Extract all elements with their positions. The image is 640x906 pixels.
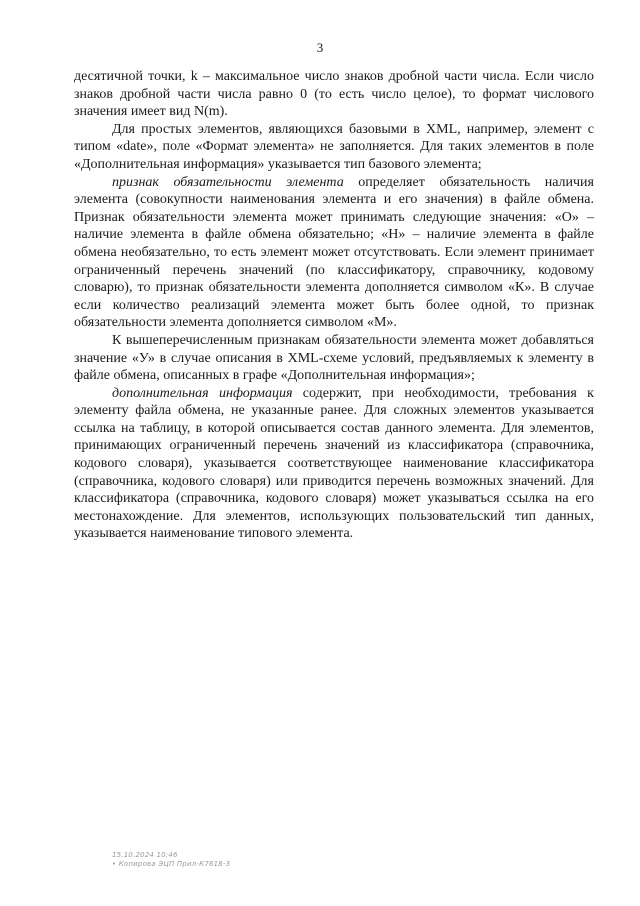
paragraph-mandatory-attribute <box>74 174 594 332</box>
paragraph-text: Для простых элементов, являющихся базовыми в XML, например, элемент с типом «date», поле «Формат элемента» не заполняется. Для таких элементов в поле «Дополнительная информация» указывается тип базового элемента; <box>74 121 594 172</box>
paragraph-decimal-format <box>74 68 594 121</box>
term-mandatory-attribute: признак обязательности элемента <box>112 174 344 190</box>
paragraph-simple-elements <box>74 121 594 174</box>
stamp-datetime: 15.10.2024 10:46 <box>112 851 178 859</box>
page-number: 3 <box>316 40 324 55</box>
paragraph-text: содержит, при необходимости, требования к элементу файла обмена, не указанные ранее. Для сложных элементов указывается ссылка на таблицу, в которой описывается состав данного элемента. Для элементов, принимающих ограниченный перечень значений из классификатора (справочника, кодового словаря), указывается соответствующее наименование классификатора (справочника, кодового словаря) или приводится перечень возможных значений. Для классификатора (справочника, кодового словаря) может указываться ссылка на его местонахождение. Для элементов, использующих пользовательский тип данных, указывается наименование типового элемента. <box>74 385 594 542</box>
paragraph-additional-info <box>74 385 594 543</box>
paragraph-conditional-value <box>74 332 594 385</box>
paragraph-text: десятичной точки, k – максимальное число знаков дробной части числа. Если число знаков дробной части числа равно 0 (то есть число целое), то формат числового значения имеет вид N(m). <box>74 69 594 120</box>
paragraph-text: определяет обязательность наличия элемента (совокупности наименования элемента и его значения) в файле обмена. Признак обязательности элемента может принимать следующие значения: «О» – наличие элемента в файле обмена обязательно; «Н» – наличие элемента в файле обмена необязательно, то есть элемент может отсутствовать. Если элемент принимает ограниченный перечень значений (по классификатору, справочнику, кодовому словарю), то признак обязательности элемента дополняется символом «К». В случае если количество реализаций элемента может быть более одной, то признак обязательности элемента дополняется символом «М». <box>74 174 594 331</box>
stamp-signer: • Копирова ЭЦП Прил-К7618-3 <box>112 860 231 868</box>
term-additional-info: дополнительная информация <box>112 385 293 401</box>
paragraph-text: К вышеперечисленным признакам обязательности элемента может добавляться значение «У» в случае описания в XML-схеме условий, предъявляемых к элементу в файле обмена, описанных в графе «Дополнительная информация»; <box>74 332 594 384</box>
document-body <box>74 68 594 543</box>
signature-stamp <box>112 851 230 869</box>
